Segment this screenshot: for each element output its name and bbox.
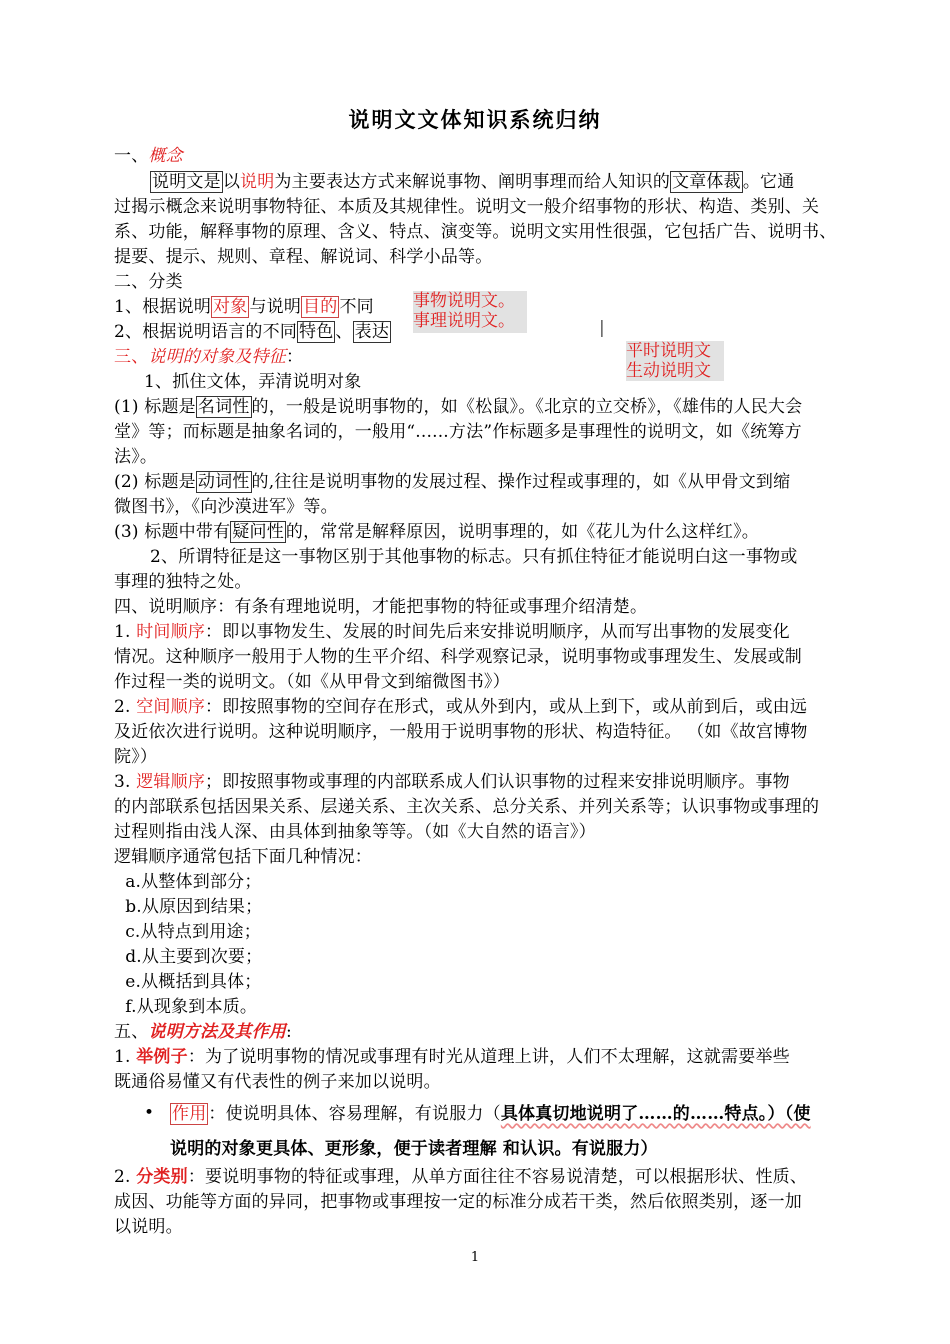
title-verb-line-1: (2) 标题是 动词性 的,往往是说明事物的发展过程、操作过程或事理的，如《从甲骨文到缩 [114, 472, 791, 492]
classify-line-1: 1、根据说明 对象 与说明 目的 不同 [114, 297, 374, 317]
logic-item: e.从概括到具体； [114, 972, 262, 992]
bullet-function-line-1: 作用 ：使说明具体、容易理解，有说服力（具体真切地说明了……的……特点。）（使 [172, 1104, 811, 1124]
section-3-heading: 三、说明的对象及特征： [114, 347, 304, 367]
logic-item: f.从现象到本质。 [114, 997, 258, 1017]
document-title: 说明文文体知识系统归纳 [348, 107, 602, 132]
feature-line-1: 2、所谓特征是这一事物区别于其他事物的标志。只有抓住特征才能说明白这一事物或 [150, 547, 798, 567]
order-space-line-3: 院》） [114, 747, 158, 767]
classify-line-2: 2、根据说明语言的不同 特色 、 表达 [114, 322, 390, 342]
concept-line-1: 说明文是 以说明为主要表达方式来解说事物、阐明事理而给人知识的 文章体裁 。它通 [152, 172, 795, 192]
annotation-box-2: 平时说明文 生动说明文 [626, 341, 724, 381]
annotation-box-1: 事物说明文。 事理说明文。 [413, 291, 527, 333]
order-logic-line-1: 3. 逻辑顺序；即按照事物或事理的内部联系成人们认识事物的过程来安排说明顺序。事物 [114, 772, 790, 792]
order-logic-line-3: 过程则指由浅人深、由具体到抽象等等。（如《大自然的语言》） [114, 822, 596, 842]
concept-line-2: 过揭示概念来说明事物特征、本质及其规律性。说明文一般介绍事物的形状、构造、类别、关 [114, 197, 820, 217]
concept-line-3: 系、功能，解释事物的原理、含义、特点、演变等。说明文实用性很强，它包括广告、说明书、 [114, 222, 837, 242]
order-space-line-2: 及近依次进行说明。这种说明顺序，一般用于说明事物的形状、构造特征。 （如《故宫博物 [114, 722, 808, 742]
bullet-function-line-2: 说明的对象更具体、更形象，便于读者理解 和认识。有说服力） [170, 1139, 658, 1159]
method-example-line-1: 1. 举例子：为了说明事物的情况或事理有时光从道理上讲，人们不太理解，这就需要举些 [114, 1047, 790, 1067]
object-line-1: 1、抓住文体，弄清说明对象 [144, 372, 362, 392]
logic-item: d.从主要到次要； [114, 947, 263, 967]
order-time-line-2: 情况。这种顺序一般用于人物的生平介绍、科学观察记录，说明事物或事理发生、发展或制 [114, 647, 802, 667]
order-time-line-3: 作过程一类的说明文。（如《从甲骨文到缩微图书》） [114, 672, 510, 692]
title-noun-line-1: (1) 标题是 名词性 的，一般是说明事物的，如《松鼠》。《北京的立交桥》，《雄伟的人民大会 [114, 397, 803, 417]
section-1-heading: 一、概念 [114, 146, 183, 166]
logic-intro: 逻辑顺序通常包括下面几种情况： [114, 847, 372, 867]
method-classify-line-2: 成因、功能等方面的异同，把事物或事理按一定的标准分成若干类，然后依照类别，逐一加 [114, 1192, 802, 1212]
method-classify-line-1: 2. 分类别：要说明事物的特征或事理，从单方面往往不容易说清楚，可以根据形状、性质、 [114, 1167, 808, 1187]
method-example-line-2: 既通俗易懂又有代表性的例子来加以说明。 [114, 1072, 441, 1092]
method-classify-line-3: 以说明。 [114, 1217, 183, 1237]
order-space-line-1: 2. 空间顺序：即按照事物的空间存在形式，或从外到内，或从上到下，或从前到后，或由远 [114, 697, 808, 717]
order-time-line-1: 1. 时间顺序：即以事物发生、发展的时间先后来安排说明顺序，从而写出事物的发展变化 [114, 622, 790, 642]
section-4-heading: 四、说明顺序：有条有理地说明，才能把事物的特征或事理介绍清楚。 [114, 597, 648, 617]
title-question-line: (3) 标题中带有 疑问性 的，常常是解释原因，说明事理的，如《花儿为什么这样红》。 [114, 522, 760, 542]
section-2-heading: 二、分类 [114, 272, 183, 292]
feature-line-2: 事理的独特之处。 [114, 572, 252, 592]
order-logic-line-2: 的内部联系包括因果关系、层递关系、主次关系、总分关系、并列关系等；认识事物或事理的 [114, 797, 820, 817]
annotation-bar: | [599, 318, 605, 338]
section-5-heading: 五、说明方法及其作用: [114, 1022, 292, 1042]
concept-line-4: 提要、提示、规则、章程、解说词、科学小品等。 [114, 247, 493, 267]
bullet-icon: • [144, 1103, 155, 1123]
title-verb-line-2: 微图书》，《向沙漠进军》等。 [114, 497, 338, 517]
title-noun-line-3: 法》。 [114, 447, 158, 467]
logic-item: c.从特点到用途； [114, 922, 261, 942]
logic-item: a.从整体到部分； [114, 872, 262, 892]
page-number: 1 [470, 1250, 480, 1265]
title-noun-line-2: 堂》等；而标题是抽象名词的，一般用“......方法”作标题多是事理性的说明文，如《统筹方 [114, 422, 802, 442]
logic-item: b.从原因到结果； [114, 897, 263, 917]
